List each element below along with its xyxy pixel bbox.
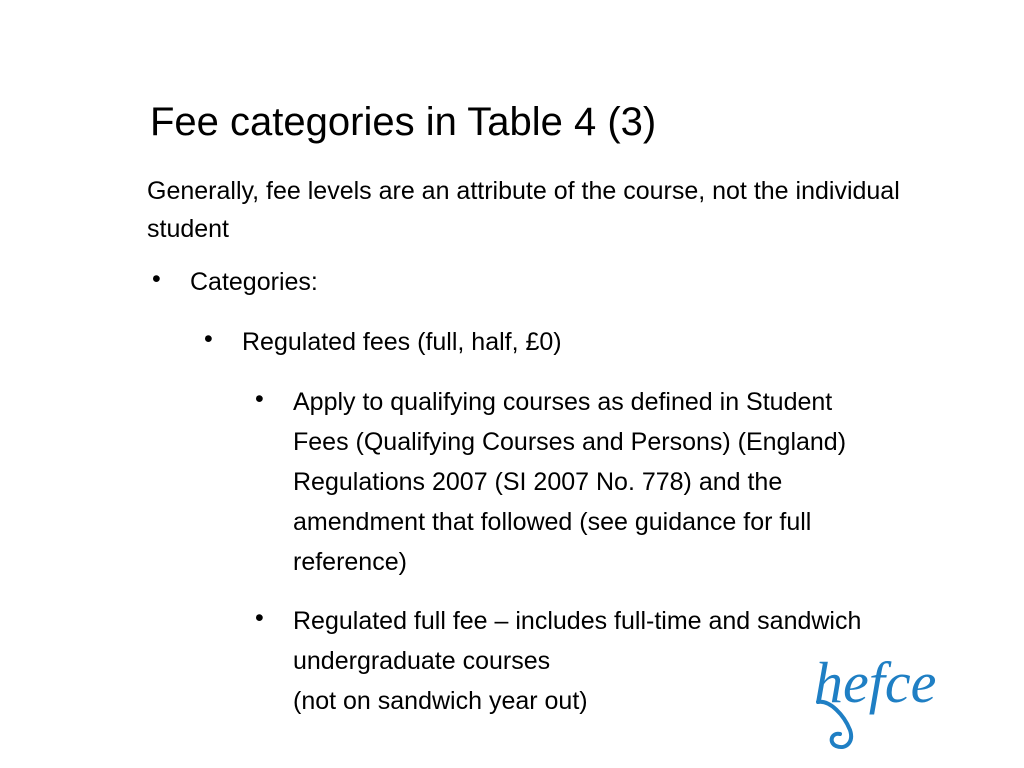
- bullet-text: Categories:: [190, 268, 318, 296]
- bullet-text: Regulated fees (full, half, £0): [242, 328, 562, 356]
- bullet-dot-icon: •: [255, 385, 264, 413]
- bullet-text: Regulated full fee – includes full-time and sandwich undergraduate courses (not on sandwich year out): [293, 607, 862, 715]
- bullet-text: Apply to qualifying courses as defined in Student Fees (Qualifying Courses and Persons) (England) Regulations 2007 (SI 2007 No. 778) and the amendment that followed (see guidance for full reference): [293, 388, 847, 576]
- bullet-level-3: [255, 601, 883, 721]
- bullet-dot-icon: •: [255, 604, 264, 632]
- bullet-level-1: [152, 262, 318, 302]
- slide-title: Fee categories in Table 4 (3): [150, 100, 657, 144]
- bullet-level-2: [204, 322, 562, 362]
- intro-text: Generally, fee levels are an attribute of the course, not the individual student: [147, 177, 900, 243]
- bullet-dot-icon: •: [152, 265, 161, 293]
- bullet-level-3: [255, 382, 883, 582]
- hefce-logo: [810, 640, 970, 755]
- bullet-dot-icon: •: [204, 325, 213, 353]
- logo-wordmark: hefce: [814, 650, 937, 715]
